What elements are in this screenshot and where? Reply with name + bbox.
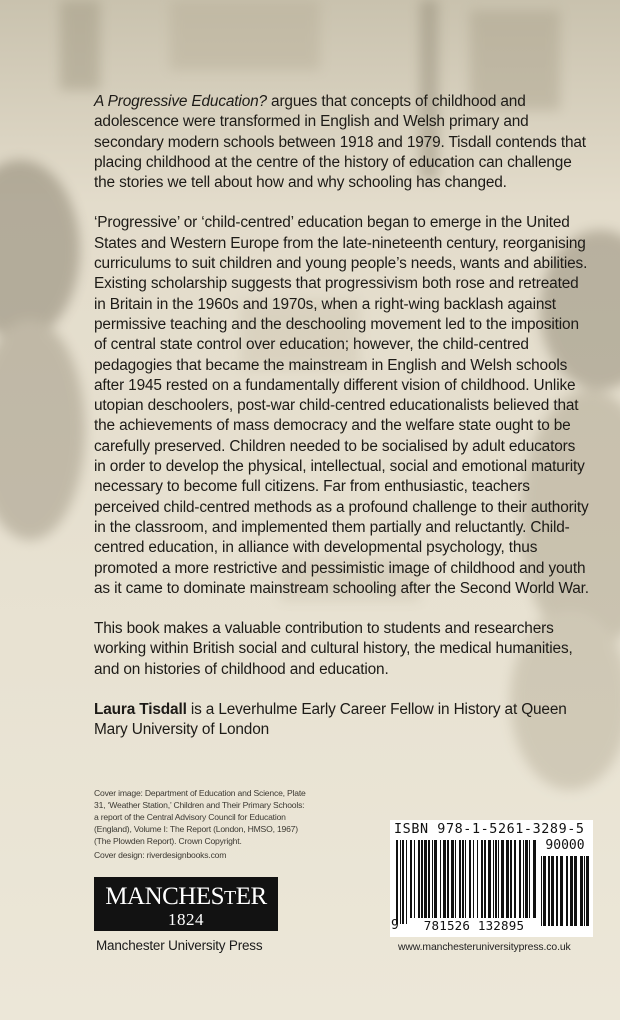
publisher-name: Manchester University Press xyxy=(96,938,263,953)
barcode-bar xyxy=(473,840,474,924)
barcode-bar xyxy=(560,856,563,926)
barcode-bar xyxy=(414,840,415,924)
barcode-bar xyxy=(421,840,423,924)
barcode-bar xyxy=(514,840,516,924)
book-title-italic: A Progressive Education? xyxy=(94,93,267,110)
barcode-bar xyxy=(580,856,583,926)
cover-design-credit: Cover design: riverdesignbooks.com xyxy=(94,850,227,860)
ean-prefix-digit: 9 xyxy=(391,918,399,933)
barcode-bar xyxy=(541,856,542,926)
barcode-bar xyxy=(418,840,420,924)
barcode-bar xyxy=(556,856,558,926)
ean-digits: 781526 132895 xyxy=(410,918,538,933)
barcode-bar xyxy=(484,840,486,924)
barcode-bar xyxy=(451,840,454,924)
barcode-bar xyxy=(495,840,497,924)
barcode-bar xyxy=(402,840,404,924)
barcode-bar xyxy=(462,840,464,924)
barcode-bar xyxy=(410,840,412,924)
cover-image-credit: Cover image: Department of Education and Science, Plate 31, ‘Weather Station,’ Children and Their Primary Schools: a report of the Central Advisory Council for Education (England), Volume I: The Report (London, HMSO, 1967) (The Plowden Report). Crown Copyright. xyxy=(94,788,306,846)
blurb-paragraph-1-text: argues that concepts of childhood and adolescence were transformed in English and Welsh primary and secondary modern schools between 1918 and 1979. Tisdall contends that placing childhood at the centre of the history of education can challenge the stories we tell about how and why schooling has changed. xyxy=(94,93,586,192)
barcode-bar xyxy=(488,840,491,924)
barcode-bar xyxy=(469,840,471,924)
barcode-bar xyxy=(501,840,504,924)
author-name: Laura Tisdall xyxy=(94,701,187,719)
barcode-bar xyxy=(566,856,568,926)
barcode-bar xyxy=(510,840,512,924)
barcode-bar xyxy=(525,840,528,924)
barcode-bar xyxy=(529,840,530,924)
barcode-bar xyxy=(400,840,401,924)
logo-wordmark: MANCHESTER xyxy=(105,883,267,910)
manchester-logo xyxy=(94,877,278,931)
barcode-bar xyxy=(519,840,521,924)
barcode-bar xyxy=(432,840,433,924)
barcode-bar xyxy=(459,840,461,924)
isbn-barcode xyxy=(390,820,593,937)
isbn-text: ISBN 978-1-5261-3289-5 xyxy=(394,822,585,837)
barcode-bar xyxy=(443,840,446,924)
barcode-bar xyxy=(498,840,499,924)
barcode-bar xyxy=(523,840,524,924)
author-bio-text: is a Leverhulme Early Career Fellow in History at Queen Mary University of London xyxy=(94,701,567,739)
barcode-bar xyxy=(428,840,430,924)
barcode-bar xyxy=(434,840,437,924)
barcode-bar xyxy=(570,856,573,926)
ean-barcode-bars xyxy=(396,840,538,924)
barcode-bar xyxy=(551,856,554,926)
blurb-paragraph-3: This book makes a valuable contribution to students and researchers working within British social and cultural history, the medical humanities, and on histories of childhood and education. xyxy=(94,620,573,678)
addon-digits: 90000 xyxy=(545,838,585,853)
barcode-bar xyxy=(533,840,536,924)
barcode-bar xyxy=(543,856,546,926)
barcode-bar xyxy=(574,856,577,926)
barcode-bar xyxy=(406,840,407,924)
barcode-bar xyxy=(455,840,456,924)
barcode-bar xyxy=(440,840,441,924)
barcode-bar xyxy=(548,856,550,926)
back-cover-blurb xyxy=(94,92,590,761)
barcode-bar xyxy=(584,856,585,926)
addon-barcode-bars xyxy=(541,856,589,926)
barcode-bar xyxy=(506,840,509,924)
logo-year: 1824 xyxy=(168,910,204,929)
barcode-bar xyxy=(396,840,398,924)
blurb-paragraph-2: ‘Progressive’ or ‘child-centred’ education began to emerge in the United States and Western Europe from the late-nineteenth century, reorganising curriculums to suit children and young people’s needs, wants and abilities. Existing scholarship suggests that progressivism both rose and retreated in Britain in the 1960s and 1970s, when a right-wing backlash against permissive teaching and the deschooling movement led to the imposition of central state control over education; however, the child-centred pedagogies that became the mainstream in English and Welsh schools after 1945 rested on a fundamentally different vision of childhood. Unlike utopian deschoolers, post-war child-centred educationalists believed that the achievements of mass democracy and the welfare state ought to be carefully preserved. Children needed to be socialised by adult educators in order to develop the physical, intellectual, social and emotional maturity necessary to become full citizens. Far from enthusiastic, teachers perceived child-centred methods as a profound challenge to their authority in the classroom, and implemented them partially and reluctantly. Child-centred education, in alliance with developmental psychology, thus promoted a more restrictive and pessimistic image of childhood and youth as it came to dominate mainstream schooling after the Second World War. xyxy=(94,214,589,597)
blurb-paragraph-1 xyxy=(94,92,590,193)
barcode-bar xyxy=(447,840,449,924)
barcode-bar xyxy=(586,856,589,926)
barcode-bar xyxy=(493,840,494,924)
barcode-bar xyxy=(477,840,478,924)
author-bio xyxy=(94,700,590,741)
cover-credits xyxy=(94,787,309,861)
barcode-bar xyxy=(481,840,483,924)
barcode-bar xyxy=(465,840,466,924)
publisher-website: www.manchesteruniversitypress.co.uk xyxy=(398,942,571,953)
barcode-bar xyxy=(424,840,427,924)
